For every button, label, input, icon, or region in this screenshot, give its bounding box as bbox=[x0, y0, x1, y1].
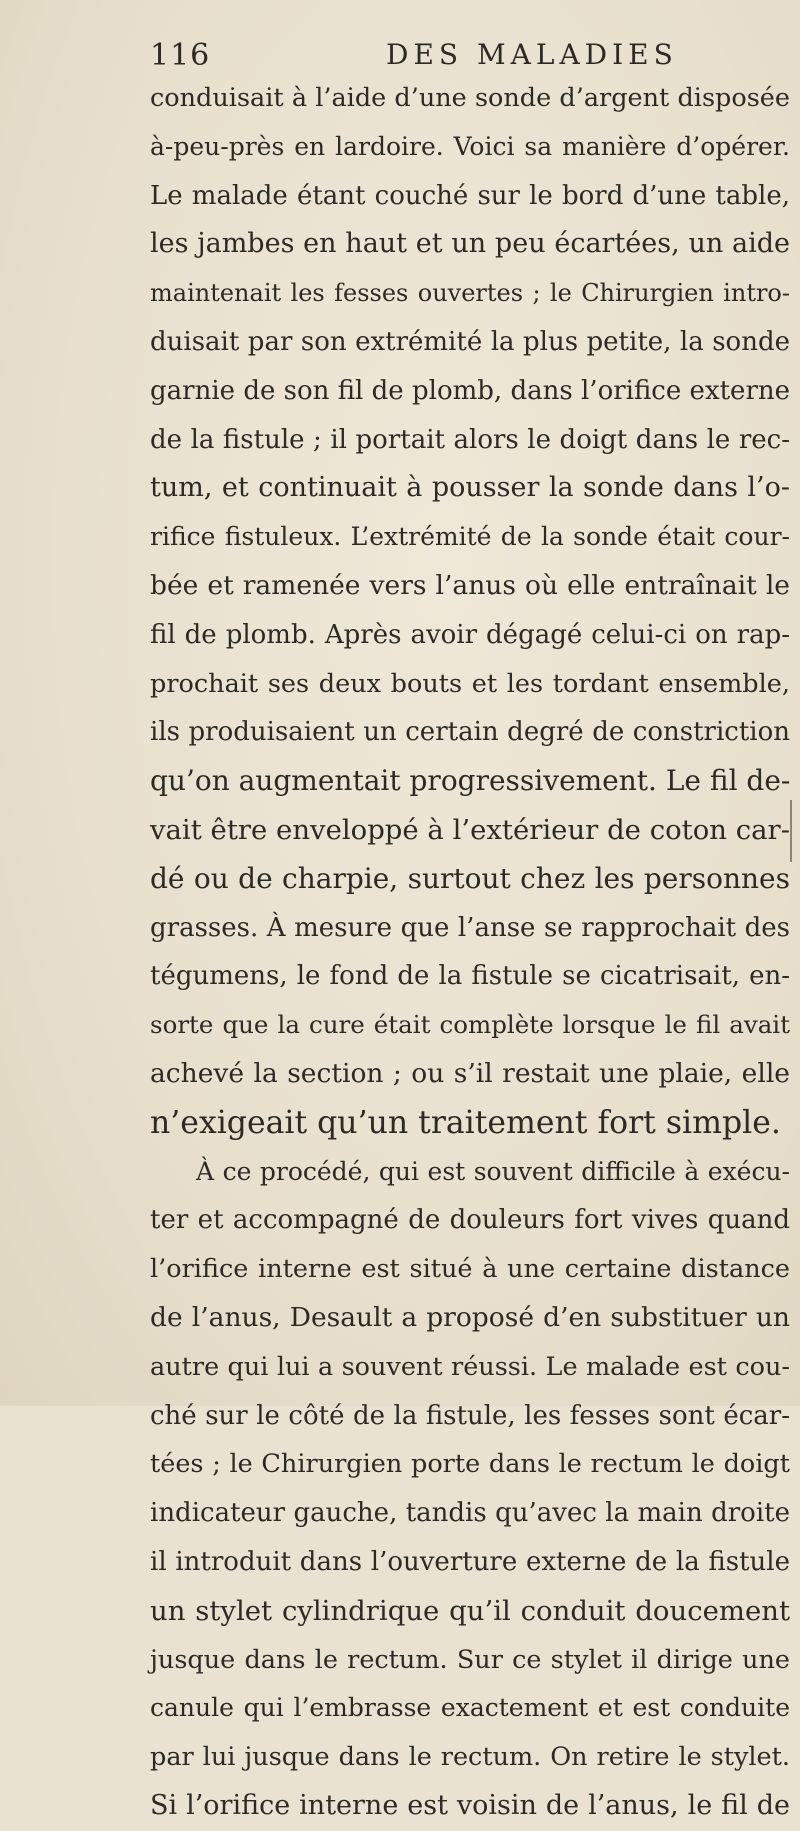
text-line: de l’anus, Desault a proposé d’en substituer un bbox=[150, 1301, 790, 1333]
text-line: tum, et continuait à pousser la sonde dans l’o- bbox=[150, 472, 790, 504]
text-line: l’orifice interne est situé à une certaine distance bbox=[150, 1254, 790, 1285]
text-line: canule qui l’embrasse exactement et est conduite bbox=[150, 1693, 790, 1723]
text-line: ché sur le côté de la fistule, les fesses sont écar- bbox=[150, 1400, 790, 1431]
text-line: conduisait à l’aide d’une sonde d’argent disposée bbox=[150, 83, 790, 113]
text-line: grasses. À mesure que l’anse se rapprochait des bbox=[150, 912, 790, 943]
text-line: bée et ramenée vers l’anus où elle entraînait le bbox=[150, 569, 790, 601]
text-line: rifice fistuleux. L’extrémité de la sonde était cour- bbox=[150, 522, 790, 552]
text-line: dé ou de charpie, surtout chez les personnes bbox=[150, 861, 790, 895]
paragraph-first-line: À ce procédé, qui est souvent difficile à exécu- bbox=[196, 1156, 790, 1186]
text-line: vait être enveloppé à l’extérieur de coton car- bbox=[150, 813, 790, 846]
text-line: tées ; le Chirurgien porte dans le rectum le doigt bbox=[150, 1449, 790, 1480]
text-line: un stylet cylindrique qu’il conduit doucement bbox=[150, 1594, 790, 1627]
text-line: ils produisaient un certain degré de constriction bbox=[150, 717, 790, 748]
text-line: autre qui lui a souvent réussi. Le malade est cou- bbox=[150, 1351, 790, 1382]
text-line: tégumens, le fond de la fistule se cicatrisait, en- bbox=[150, 961, 790, 992]
margin-rule-mark bbox=[790, 800, 792, 862]
text-line: ter et accompagné de douleurs fort vives quand bbox=[150, 1205, 790, 1236]
text-line: duisait par son extrémité la plus petite, la sonde bbox=[150, 326, 790, 357]
text-line: par lui jusque dans le rectum. On retire le stylet. bbox=[150, 1742, 790, 1773]
text-line: maintenait les fesses ouvertes ; le Chirurgien intro- bbox=[150, 279, 790, 308]
text-line: les jambes en haut et un peu écartées, un aide bbox=[150, 228, 790, 260]
text-line: il introduit dans l’ouverture externe de la fistule bbox=[150, 1546, 790, 1577]
page-number: 116 bbox=[150, 38, 211, 73]
text-line: qu’on augmentait progressivement. Le fil de- bbox=[150, 764, 791, 798]
text-line: fil de plomb. Après avoir dégagé celui-ci on rap- bbox=[150, 619, 790, 650]
text-line: de la fistule ; il portait alors le doigt dans le rec- bbox=[150, 424, 790, 455]
text-line: Le malade étant couché sur le bord d’une table, bbox=[150, 180, 790, 211]
text-line: garnie de son fil de plomb, dans l’orifice externe bbox=[150, 375, 790, 406]
text-line: jusque dans le rectum. Sur ce stylet il dirige une bbox=[150, 1644, 790, 1675]
text-line: à-peu-près en lardoire. Voici sa manière d’opérer. bbox=[150, 131, 790, 161]
text-line: achevé la section ; ou s’il restait une plaie, elle bbox=[150, 1057, 790, 1089]
text-line: prochait ses deux bouts et les tordant ensemble, bbox=[150, 668, 790, 699]
text-line: indicateur gauche, tandis qu’avec la main droite bbox=[150, 1498, 790, 1529]
text-line: sorte que la cure était complète lorsque le fil avait bbox=[150, 1010, 790, 1040]
paragraph-end-line: n’exigeait qu’un traitement fort simple. bbox=[150, 1104, 781, 1141]
running-title: DES MALADIES bbox=[386, 38, 678, 71]
text-line: Si l’orifice interne est voisin de l’anus, le fil de bbox=[150, 1789, 790, 1821]
body-text bbox=[150, 74, 790, 1831]
